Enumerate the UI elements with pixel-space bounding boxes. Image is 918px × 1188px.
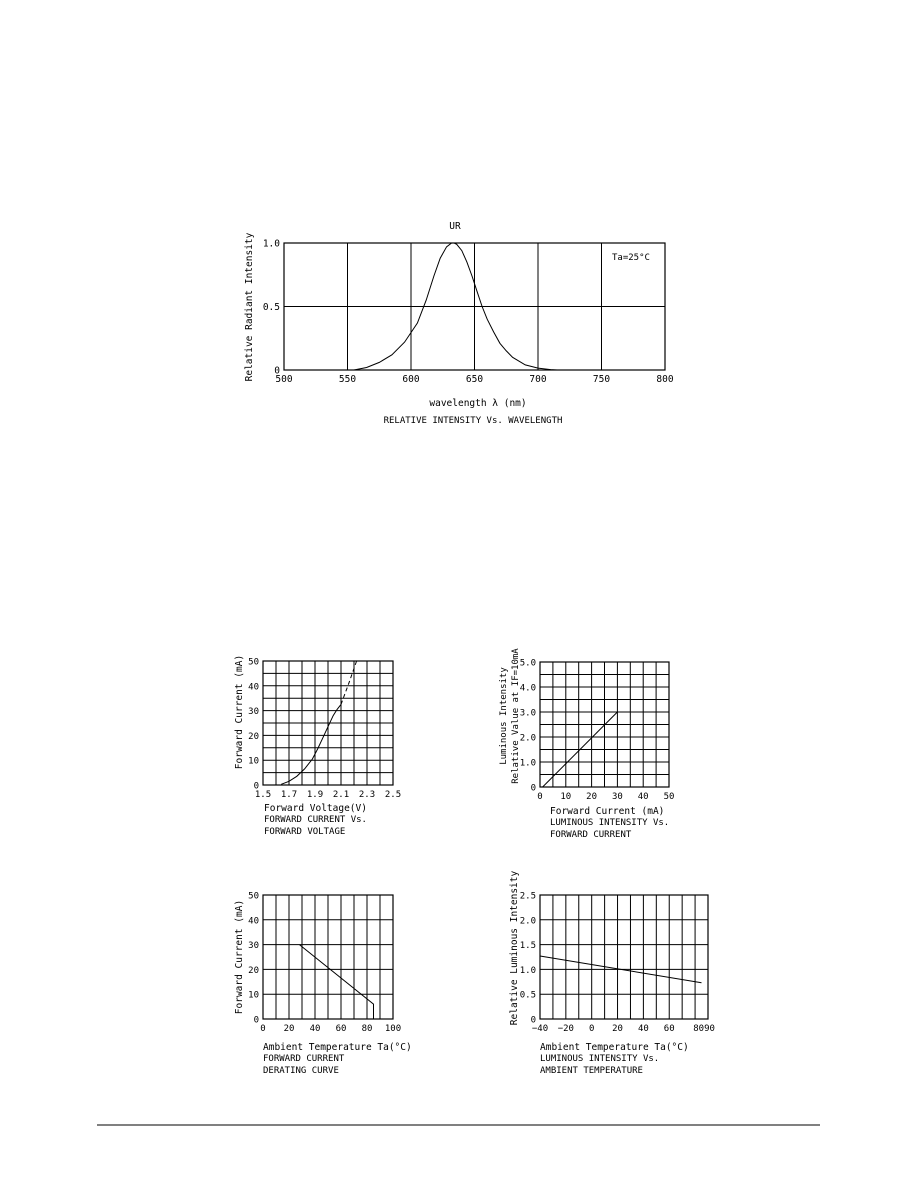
- y-tick-label: 40: [248, 682, 259, 693]
- y-axis-label-line: Luminous Intensity: [499, 667, 509, 765]
- x-tick-label: 2.3: [358, 790, 376, 800]
- y-tick-label: 3.0: [519, 708, 536, 719]
- x-tick-label: 800: [656, 374, 674, 385]
- x-tick-label: 600: [402, 374, 420, 385]
- x-tick-label: 50: [663, 792, 675, 802]
- y-tick-label: 0.5: [519, 990, 536, 1001]
- y-tick-label: 2.0: [519, 733, 536, 744]
- chart-caption: DERATING CURVE: [263, 1066, 339, 1076]
- chart-caption: FORWARD CURRENT: [550, 830, 632, 840]
- series-line: [299, 945, 373, 1019]
- x-tick-label: 40: [637, 792, 649, 802]
- chart-caption: FORWARD CURRENT Vs.: [264, 815, 367, 825]
- chart-derating: [234, 892, 412, 1077]
- x-tick-label: 20: [586, 792, 598, 802]
- chart-spectrum: [244, 221, 674, 426]
- y-axis-label: Forward Current (mA): [234, 899, 245, 1015]
- y-tick-label: 0: [274, 365, 280, 377]
- y-axis-label-line: Relative Value at IF=10mA: [511, 648, 521, 784]
- y-tick-label: 40: [248, 916, 259, 927]
- x-tick-label: 500: [275, 374, 293, 385]
- chart-lum_temp: [509, 871, 715, 1076]
- x-tick-label: 0: [588, 1024, 595, 1034]
- y-tick-label: 1.5: [519, 941, 536, 952]
- x-tick-label: −40: [531, 1024, 549, 1034]
- y-tick-label: 30: [248, 707, 259, 718]
- x-tick-label: 40: [309, 1024, 321, 1034]
- x-tick-label: 750: [592, 374, 611, 385]
- y-tick-label: 5.0: [519, 658, 536, 669]
- y-tick-label: 0: [253, 781, 259, 792]
- x-tick-label: 20: [283, 1024, 295, 1034]
- y-axis-label: Forward Current (mA): [234, 654, 245, 770]
- x-tick-label: 0: [537, 792, 543, 802]
- x-tick-label: 40: [637, 1024, 649, 1034]
- chart-caption: AMBIENT TEMPERATURE: [540, 1066, 643, 1076]
- x-tick-label: 60: [335, 1024, 347, 1034]
- x-tick-label: 100: [384, 1024, 402, 1034]
- y-tick-label: 10: [248, 756, 259, 767]
- x-tick-label: 650: [465, 374, 484, 385]
- x-tick-label: 20: [612, 1024, 623, 1034]
- x-tick-label: 60: [663, 1024, 675, 1034]
- y-axis-label: Relative Radiant Intensity: [244, 232, 255, 382]
- chart-caption: FORWARD CURRENT: [263, 1054, 345, 1064]
- x-axis-label: Forward Voltage(V): [264, 803, 367, 814]
- x-tick-label: 80: [693, 1024, 705, 1034]
- x-tick-label: 30: [611, 792, 623, 802]
- y-tick-label: 20: [248, 731, 259, 742]
- y-tick-label: 10: [248, 990, 259, 1001]
- x-axis-label: Forward Current (mA): [550, 806, 665, 817]
- plot-frame: [540, 895, 708, 1019]
- x-tick-label: 2.1: [332, 790, 350, 800]
- x-tick-label: 1.5: [254, 790, 272, 800]
- x-tick-label: 1.7: [280, 790, 298, 800]
- chart-lum_current: [499, 648, 674, 840]
- y-tick-label: 50: [248, 891, 259, 902]
- chart-caption: LUMINOUS INTENSITY Vs.: [550, 818, 670, 828]
- y-tick-label: 1.0: [262, 238, 280, 250]
- y-tick-label: 0: [530, 783, 536, 794]
- x-tick-label: 1.9: [306, 790, 324, 800]
- x-tick-label: −20: [557, 1024, 574, 1034]
- chart-iv: [234, 655, 401, 837]
- y-tick-label: 0: [530, 1015, 536, 1026]
- condition-label: Ta=25°C: [612, 253, 650, 263]
- y-tick-label: 1.0: [519, 965, 536, 976]
- x-tick-label: 2.5: [384, 790, 402, 800]
- y-tick-label: 0.5: [262, 302, 280, 313]
- y-tick-label: 30: [248, 941, 259, 952]
- x-tick-label: 90: [704, 1024, 715, 1034]
- chart-caption: LUMINOUS INTENSITY Vs.: [540, 1054, 660, 1064]
- y-tick-label: 20: [248, 965, 259, 976]
- y-axis-label: Relative Luminous Intensity: [509, 870, 520, 1026]
- chart-caption: RELATIVE INTENSITY Vs. WAVELENGTH: [383, 416, 563, 426]
- y-tick-label: 0: [253, 1015, 259, 1026]
- x-tick-label: 700: [529, 374, 547, 385]
- x-tick-label: 0: [260, 1024, 266, 1034]
- chart-title: UR: [449, 221, 461, 232]
- x-axis-label: Ambient Temperature Ta(°C): [263, 1042, 412, 1053]
- y-tick-label: 50: [248, 657, 259, 668]
- y-tick-label: 2.5: [519, 891, 536, 902]
- x-axis-label: wavelength λ (nm): [429, 398, 527, 409]
- chart-caption: FORWARD VOLTAGE: [264, 827, 346, 837]
- x-tick-label: 80: [361, 1024, 373, 1034]
- y-tick-label: 1.0: [519, 758, 536, 769]
- x-tick-label: 10: [560, 792, 572, 802]
- x-axis-label: Ambient Temperature Ta(°C): [540, 1042, 689, 1053]
- y-tick-label: 4.0: [519, 683, 536, 694]
- y-tick-label: 2.0: [519, 916, 536, 927]
- x-tick-label: 550: [338, 374, 357, 385]
